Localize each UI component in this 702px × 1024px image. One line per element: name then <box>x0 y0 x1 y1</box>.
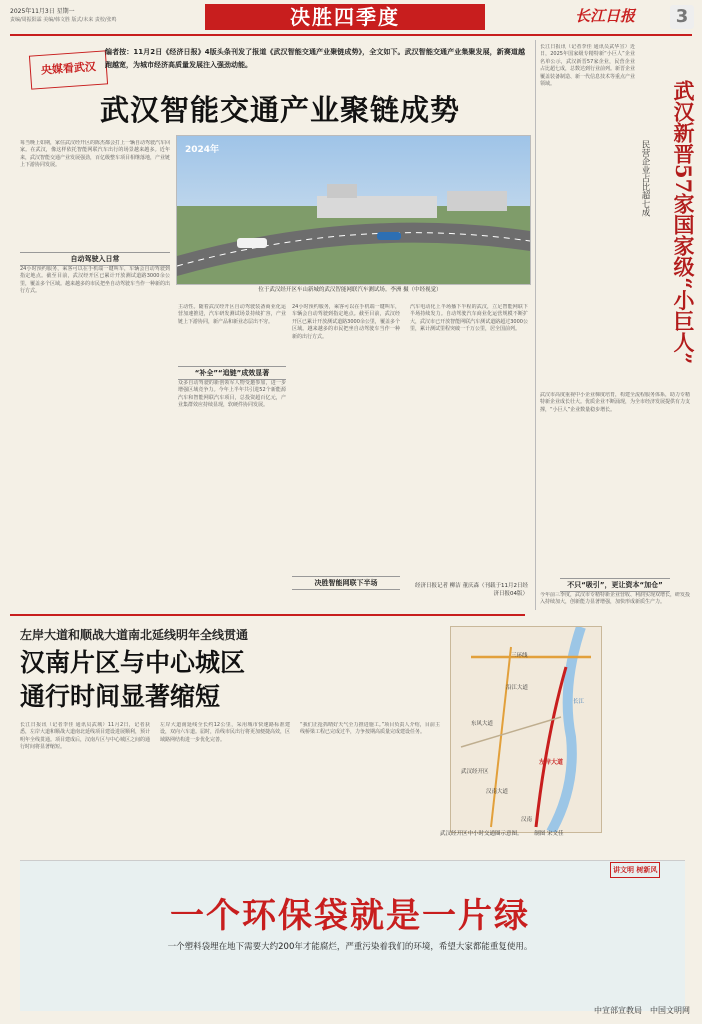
map-label-1: 沿江大道 <box>506 685 529 691</box>
map-label-3: 汉南大道 <box>486 789 509 795</box>
sidebar-col-text: 长江日报讯（记者李佳 通讯员武华宣）近日，2025年国家级专精特新“小巨人”企业名单公示，武汉新晋57家企业，民营企业占比超七成，总数达到行业前列。新晋企业覆盖装备制造、新一代信息技术等重点产业领域。 <box>540 44 635 88</box>
lead-col1-head: 自动驾驶入日常 <box>20 252 170 266</box>
article2-col1: 长江日报讯（记者李佳 通讯员武城）11月2日，记者获悉，左岸大道和顺战大道南北延线项目建设进展顺利，预计明年全线贯通。项目建成后，汉南片区与中心城区之间的通行时间将显著缩短。 <box>20 722 150 751</box>
column-logo: 央媒看武汉 <box>29 50 108 89</box>
map-caption <box>440 829 620 837</box>
psa-corner-tag: 讲文明 树新风 <box>610 862 660 878</box>
psa-title: 一个环保袋就是一片绿 <box>170 896 530 936</box>
map-label-0: 三环线 <box>511 653 528 659</box>
map-label-2: 东风大道 <box>471 721 494 727</box>
lead-source: 经济日报记者 柳洁 董庆森（刊载于11月2日经济日报04版） <box>415 583 528 597</box>
map-credit: 制图 宋文佳 <box>534 831 564 837</box>
sidebar-head2: 不只“吸引”，更让资本“加仓” <box>560 578 670 592</box>
lead-col2b-text: 众多自动驾驶的新创领军人物受邀参加，进一步增强区域竞争力。今年上半年共引进52个新能源汽车和智能网联汽车项目，总投资超百亿元，产业集群效应持续显现，软硬件协同发展。 <box>178 380 286 409</box>
lead-col2-head: “补全”“追链”成效显著 <box>178 366 286 380</box>
sidebar-col3-text: 今年前三季度，武汉市专精特新企业营收、利润实现双增长，研发投入持续加大，创新能力显著增强，加快形成新质生产力。 <box>540 592 690 606</box>
article2-kicker: 左岸大道和顺战大道南北延线明年全线贯通 <box>20 628 249 642</box>
section-banner: 决胜四季度 <box>205 4 485 30</box>
photo-caption: 位于武汉经开区车山新城的武汉智能网联汽车测试场。李洲 摄（中经视觉） <box>258 287 442 293</box>
lead-col1b-text: 24小时预约服务，乘客可以在手机端一键叫车，车辆会自动驾驶到指定地点。截至目前，武汉经开区已累计开放测试道路3000余公里，覆盖多个区域。越来越多的市民把坐自动驾驶车当作一种新的出行方式。 <box>20 266 170 295</box>
lead-col3-text: 汽车电动化上半场播下半程的武汉，立足智能网联下半场持续发力。自动驾驶汽车商业化运营规模不断扩大，武汉市已开放智能网联汽车测试道路超过3000公里，累计测试里程突破一千万公里，居全国前列。 <box>410 304 528 333</box>
lead-col2-text: 主动性。随着武汉经开区自动驾驶装备商业化运营加速推进，汽车研发测试场景持续扩容，产业链上下游协同，新产品和新业态层出不穷。 <box>178 304 286 325</box>
article2-title <box>20 646 440 714</box>
map-caption-text: 武汉经开区中小时交通圈示意图。 <box>440 831 523 837</box>
header-rule <box>10 34 692 36</box>
article2-title-line2: 通行时间显著缩短 <box>20 682 221 711</box>
article2-col3: “我们正抢抓晴好天气全力推进施工。”项目负责人介绍，目前主线桥梁工程已完成过半，力争按期高质量完成建设任务。 <box>300 722 440 736</box>
lead-col3-head: 决胜智能网联下半场 <box>292 576 400 590</box>
lead-title: 武汉智能交通产业聚链成势 <box>99 93 460 127</box>
map-label-6: 武汉经开区 <box>461 769 489 775</box>
lead-col25-text: 24小时预约服务，乘客可以在手机端一键叫车，车辆会自动驾驶到指定地点。截至目前，武汉经开区已累计开放测试道路3000余公里，覆盖多个区域。越来越多的市民把坐自动驾驶车当作一种新的出行方式。 <box>292 304 400 340</box>
map-label-7: 汉南 <box>521 817 533 823</box>
photo-illustration <box>177 136 530 284</box>
sidebar-col2-text: 武汉市高度重视中小企业梯度培育，构建全流程服务体系，助力专精特新企业成长壮大。优质企业不断涌现，为全市经济发展提供有力支撑，“小巨人”企业数量稳步增长。 <box>540 392 690 413</box>
map-label-4: 左岸大道 <box>539 759 564 766</box>
article2-col2: 左岸大道南延线全长约12公里，采用城市快速路标准建设，双向六车道。届时，沿线市民出行将更加便捷高效，区域路网结构进一步优化完善。 <box>160 722 290 743</box>
article-divider <box>10 614 525 616</box>
newspaper-brand: 长江日报 <box>575 7 636 25</box>
sidebar-divider <box>535 40 536 610</box>
article2-title-line1: 汉南片区与中心城区 <box>20 648 246 677</box>
sidebar-subtitle: 民营企业占比超七成 <box>640 140 650 217</box>
psa-body: 一个塑料袋埋在地下需要大约200年才能腐烂，严重污染着我们的环境，希望大家都能重复使用。 <box>167 942 533 952</box>
route-map <box>450 626 602 833</box>
editor-note: 编者按：11月2日《经济日报》4版头条刊发了报道《武汉智能交通产业聚链成势》，全文如下。武汉智能交通产业集聚发展，新赛道越跑越宽，为城市经济高质量发展注入强劲动能。 <box>105 48 525 69</box>
date-text: 2025年11月3日 星期一 <box>10 8 75 15</box>
sidebar-title: 武汉新晋57家国家级“小巨人” <box>671 80 696 365</box>
lead-col1-text: 每当晚上如期，家住武汉经开区的陈杰都会打上一辆自动驾驶汽车回家。在武汉，像这样依托智能网联汽车出行的场景越来越多。近年来，武汉智能交通产业发展强劲，百亿级整车项目相继落地，产业链上下游协同发展。 <box>20 140 170 169</box>
lead-photo <box>176 135 531 285</box>
staff-text: 责编/周振阳霖 美编/韩文胜 版式/未来 责校/张鸣 <box>10 17 117 23</box>
photo-label: 2024年 <box>185 145 220 155</box>
psa-footer: 中宣部宣教局 中国文明网 <box>594 1006 690 1015</box>
map-label-5: 长江 <box>573 699 585 705</box>
header-dateline <box>10 8 170 24</box>
page-number: 3 <box>670 5 694 29</box>
